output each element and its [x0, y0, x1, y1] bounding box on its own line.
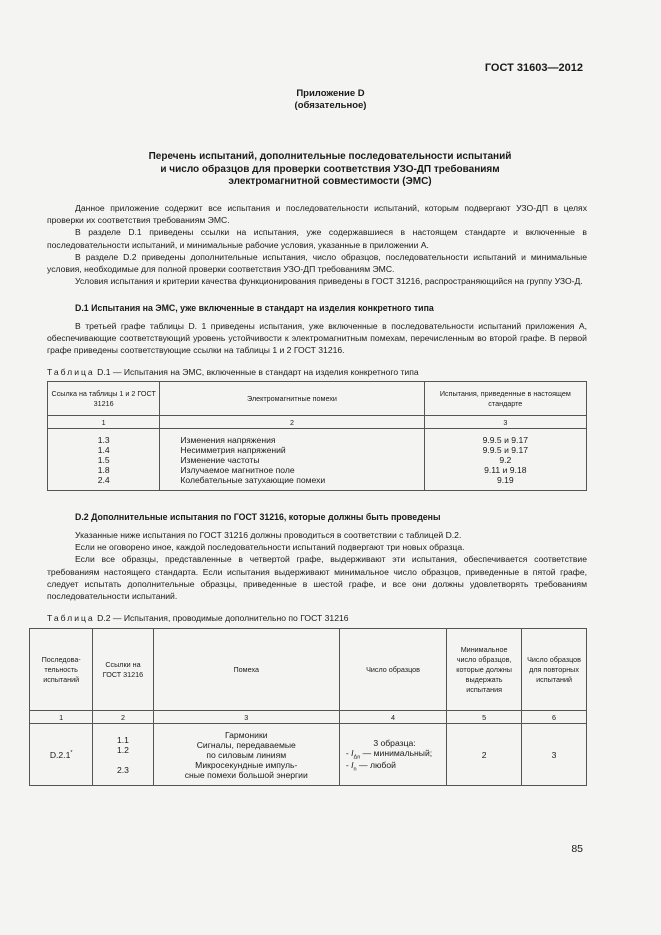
- table2-samples-cell: [339, 724, 446, 786]
- table1-header-emi: Электромагнитные помехи: [160, 382, 424, 416]
- intro-paragraph-3: В разделе D.2 приведены дополнительные испытания, число образцов, последовательности испытаний и минимальные условия, необходимые для полной проверки соответствия УЗО-ДП требованиям ЭМС.: [47, 251, 587, 275]
- table1-caption-text: D.1 — Испытания на ЭМС, включенные в стандарт на изделия конкретного типа: [97, 367, 419, 377]
- current-symbol: I: [351, 747, 354, 758]
- table-cell: 1.2: [117, 744, 129, 755]
- table1-colnum-3: 3: [424, 416, 586, 429]
- annex-title: Приложение D: [296, 88, 365, 99]
- intro-paragraph-1: Данное приложение содержит все испытания и последовательности испытаний, которым подвергают УЗО-ДП в целях проверки их соответствия требованиям ЭМС.: [47, 203, 587, 226]
- table-cell: D.2.1: [49, 749, 71, 760]
- table2-min-samples-cell: 2: [447, 724, 522, 786]
- section-d2-paragraph-3: Если все образцы, представленные в четвертой графе, выдерживают эти испытания, обеспечивается соответствие требованиям настоящего стандарта. Если испытания выдерживают минимальное число образцов, приведенные в пятой графе, следует испытать дополнительные образцы, приведенные в шестой графе, и все они должны удовлетворять требованиям последовательности испытаний.: [47, 554, 587, 602]
- table-cell: 2.3: [117, 764, 129, 775]
- table2-header-retest: Число образцов для повторных испытаний: [522, 629, 587, 711]
- table2-header-refs: Ссылки на ГОСТ 31216: [93, 629, 153, 711]
- table1-colnum-1: 1: [48, 416, 160, 429]
- table-cell: 9.9.5 и 9.17: [482, 444, 529, 455]
- current-subscript: n: [353, 766, 357, 773]
- table2-colnum-2: 2: [93, 711, 153, 724]
- table-cell: 1.8: [97, 464, 110, 475]
- table1-tests-cell: [424, 429, 586, 491]
- samples-line-1: - $I_{\Delta n}$ — минимальный;: [345, 747, 433, 761]
- table-cell: Несимметрия напряжений: [180, 444, 286, 455]
- section-d2-paragraph-1: Указанные ниже испытания по ГОСТ 31216 должны проводиться в соответствии с таблицей D.2.: [75, 530, 462, 540]
- page-number: 85: [571, 843, 583, 855]
- section-d1-heading: D.1 Испытания на ЭМС, уже включенные в стандарт на изделия конкретного типа: [75, 303, 434, 313]
- table2-colnum-1: 1: [30, 711, 93, 724]
- table-cell: Колебательные затухающие помехи: [180, 474, 326, 485]
- table-cell: 1.3: [97, 434, 110, 445]
- table-cell: Излучаемое магнитное поле: [180, 464, 295, 475]
- table-cell: 9.19: [496, 474, 514, 485]
- table1-emi-cell: [160, 429, 424, 491]
- table-cell: 1.1: [117, 734, 129, 745]
- table-cell: 9.2: [499, 454, 512, 465]
- intro-paragraph-2: В разделе D.1 приведены ссылки на испытания, уже содержавшиеся в настоящем стандарте и включенные в последовательности испытаний, и минимальные рабочие условия, указанные в приложении А.: [47, 227, 587, 250]
- title-line-2: и число образцов для проверки соответствия УЗО-ДП требованиям: [160, 163, 500, 175]
- samples-title: 3 образца:: [373, 737, 416, 748]
- section-d1-text: [47, 320, 587, 357]
- current-subscript: Δn: [353, 754, 361, 761]
- table2-colnum-3: 3: [153, 711, 339, 724]
- section-d1-paragraph: В третьей графе таблицы D. 1 приведены испытания, уже включенные в последовательности испытаний приложения А, обеспечивающие соответствующий уровень устойчивости к электромагнитным помехам, перечисленным во второй графе. В первой графе приведены соответствующие ссылки на таблицы 1 и 2 ГОСТ 31216.: [47, 321, 587, 356]
- section-d2-text: [47, 529, 587, 602]
- annex-status: (обязательное): [294, 100, 367, 111]
- table1-refs-cell: [48, 429, 160, 491]
- table-cell: сные помехи большой энергии: [184, 769, 308, 780]
- table2-header-sequence: Последова-тельность испытаний: [30, 629, 93, 711]
- table-cell: по силовым линиям: [206, 749, 287, 760]
- table2-sequence-cell: [30, 724, 93, 786]
- table2-colnum-5: 5: [447, 711, 522, 724]
- table1-header-tests: Испытания, приведенные в настоящем стандарте: [424, 382, 586, 416]
- table-cell: 1.4: [97, 444, 110, 455]
- table-cell: 2.4: [97, 474, 110, 485]
- table2-colnum-4: 4: [339, 711, 446, 724]
- intro-text: [47, 202, 587, 287]
- table-cell: Гармоники: [224, 729, 268, 740]
- table2-colnum-6: 6: [522, 711, 587, 724]
- current-symbol: I: [351, 759, 354, 770]
- table1-caption-label: Таблица: [47, 367, 95, 377]
- section-d2-paragraph-2: Если не оговорено иное, каждой последовательности испытаний подвергают три новых образца.: [75, 542, 465, 553]
- samples-line-2-text: — любой: [358, 759, 396, 770]
- samples-line-1-text: — минимальный;: [362, 747, 433, 758]
- table2-refs-cell: [93, 724, 153, 786]
- table2-caption-text: D.2 — Испытания, проводимые дополнительно по ГОСТ 31216: [97, 613, 349, 623]
- table2-header-min-samples: Минимальное число образцов, которые должны выдержать испытания: [447, 629, 522, 711]
- table2-caption: [47, 613, 349, 623]
- samples-line-2: - $I_n$ — любой: [345, 759, 396, 773]
- section-d2-heading: D.2 Дополнительные испытания по ГОСТ 31216, которые должны быть проведены: [75, 512, 441, 522]
- title-line-3: электромагнитной совместимости (ЭМС): [228, 176, 432, 187]
- table1-colnum-2: 2: [160, 416, 424, 429]
- footnote-marker: *: [70, 749, 73, 756]
- table-cell: Изменение частоты: [180, 454, 260, 465]
- table-cell: [96, 755, 149, 765]
- table1-header-ref: Ссылка на таблицы 1 и 2 ГОСТ 31216: [48, 382, 160, 416]
- table-d1: [47, 381, 587, 491]
- table-cell: 9.11 и 9.18: [484, 464, 527, 475]
- table-cell: 1.5: [97, 454, 110, 465]
- table2-caption-label: Таблица: [47, 613, 95, 623]
- document-title: [60, 151, 600, 189]
- table-d2: [29, 628, 587, 786]
- table2-header-samples: Число образцов: [339, 629, 446, 711]
- title-line-1: Перечень испытаний, дополнительные последовательности испытаний: [148, 151, 512, 162]
- intro-paragraph-4: Условия испытания и критерии качества функционирования приведены в ГОСТ 31216, распространяющийся на группу УЗО-Д.: [75, 276, 583, 287]
- table2-retest-cell: 3: [522, 724, 587, 786]
- table-cell: Микросекундные импуль-: [195, 759, 298, 770]
- table-cell: Сигналы, передаваемые: [196, 739, 296, 750]
- table2-interference-cell: [153, 724, 339, 786]
- table-cell: 9.9.5 и 9.17: [482, 434, 529, 445]
- standard-code: ГОСТ 31603—2012: [484, 62, 583, 74]
- table-cell: Изменения напряжения: [180, 434, 276, 445]
- table2-header-interference: Помеха: [153, 629, 339, 711]
- table1-caption: [47, 367, 419, 377]
